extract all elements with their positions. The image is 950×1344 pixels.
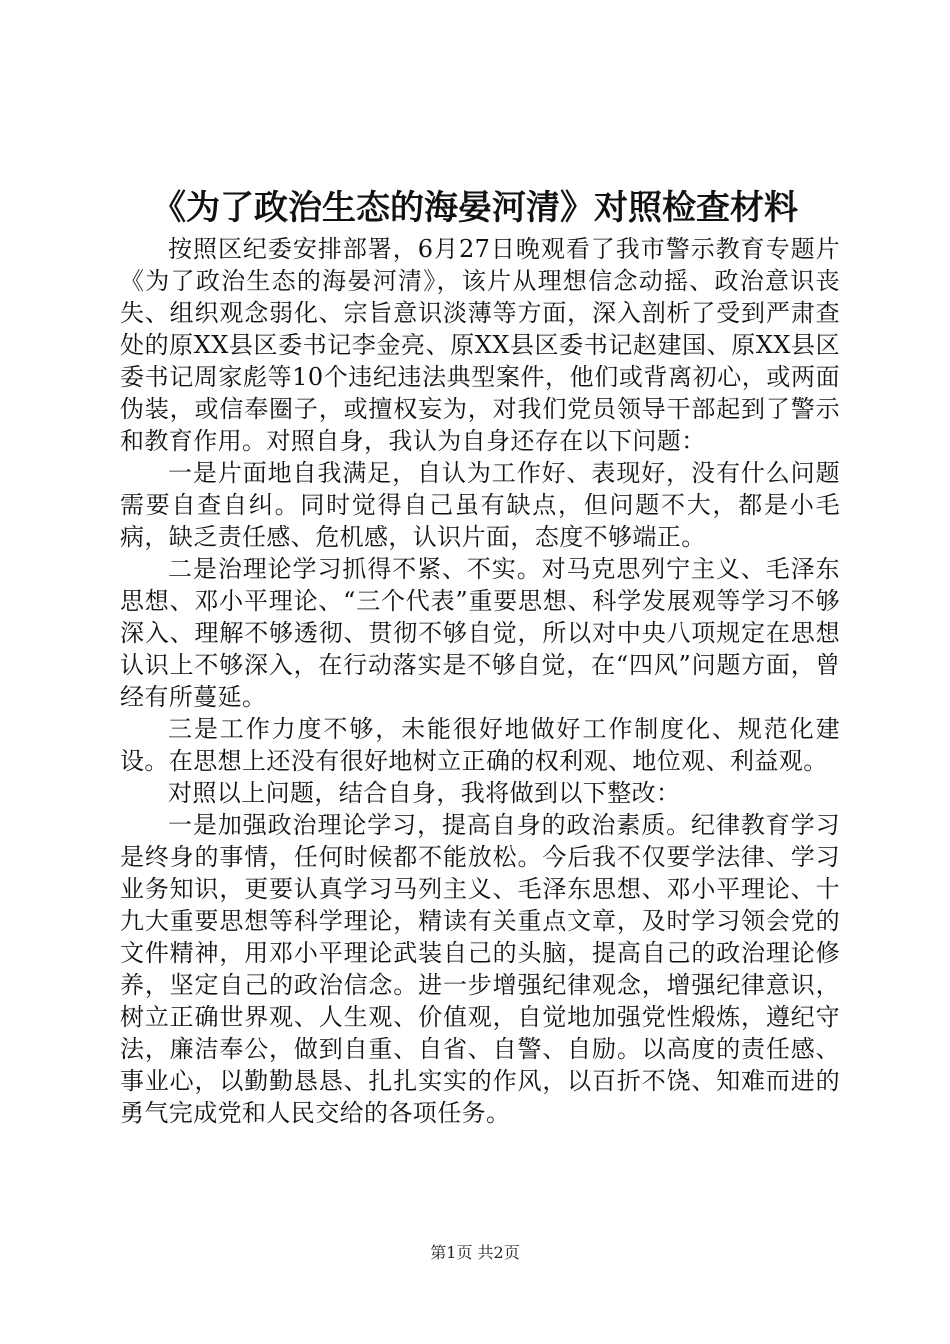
page-footer: 第1页 共2页 (430, 1243, 520, 1262)
paragraph-rectification-intro: 对照以上问题，结合自身，我将做到以下整改： (168, 779, 681, 807)
paragraph-problem-1: 一是片面地自我满足，自认为工作好、表现好，没有什么问题需要自查自纠。同时觉得自己虽有缺点，但问题不大，都是小毛病，缺乏责任感、危机感，认识片面，态度不够端正。 (120, 459, 840, 551)
paragraph-problem-3: 三是工作力度不够，未能很好地做好工作制度化、规范化建设。在思想上还没有很好地树立正确的权利观、地位观、利益观。 (120, 715, 840, 775)
paragraph-rectification-1: 一是加强政治理论学习，提高自身的政治素质。纪律教育学习是终身的事情，任何时候都不能放松。今后我不仅要学法律、学习业务知识，更要认真学习马列主义、毛泽东思想、邓小平理论、十九大重要思想等科学理论，精读有关重点文章，及时学习领会党的文件精神，用邓小平理论武装自己的头脑，提高自己的政治理论修养，坚定自己的政治信念。进一步增强纪律观念，增强纪律意识，树立正确世界观、人生观、价值观，自觉地加强党性煅炼，遵纪守法，廉洁奉公，做到自重、自省、自警、自励。以高度的责任感、事业心，以勤勤恳恳、扎扎实实的作风，以百折不饶、知难而进的勇气完成党和人民交给的各项任务。 (120, 811, 840, 1127)
document-title: 《为了政治生态的海晏河清》对照检查材料 (152, 188, 798, 228)
paragraph-intro: 按照区纪委安排部署，6月27日晚观看了我市警示教育专题片《为了政治生态的海晏河清》，该片从理想信念动摇、政治意识丧失、组织观念弱化、宗旨意识淡薄等方面，深入剖析了受到严肃查处的原XX县区委书记李金亮、原XX县区委书记赵建国、原XX县区委书记周家彪等10个违纪违法典型案件，他们或背离初心，或两面伪装，或信奉圈子，或擅权妄为，对我们党员领导干部起到了警示和教育作用。对照自身，我认为自身还存在以下问题： (120, 235, 840, 455)
document-body (120, 233, 840, 1129)
paragraph-problem-2: 二是治理论学习抓得不紧、不实。对马克思列宁主义、毛泽东思想、邓小平理论、“三个代表”重要思想、科学发展观等学习不够深入、理解不够透彻、贯彻不够自觉，所以对中央八项规定在思想认识上不够深入，在行动落实是不够自觉，在“四风”问题方面，曾经有所蔓延。 (120, 555, 840, 711)
